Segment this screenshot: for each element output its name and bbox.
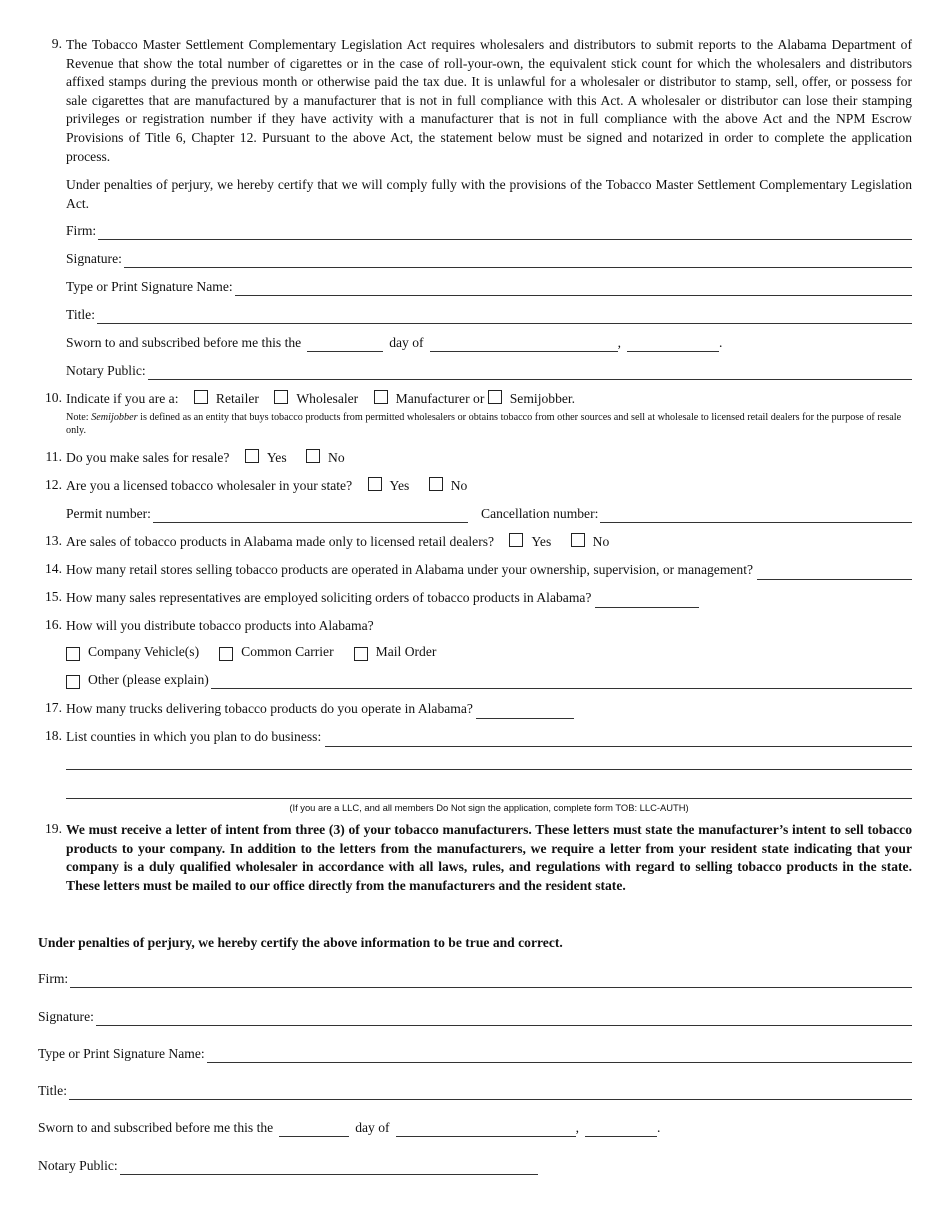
item-15-body	[66, 589, 912, 608]
counties-field-1[interactable]	[325, 732, 912, 747]
retailer-label: Retailer	[215, 391, 259, 406]
sales-reps-question: How many sales representatives are employed soliciting orders of tobacco products in Alabama?	[66, 590, 592, 605]
llc-note: (If you are a LLC, and all members Do Not sign the application, complete form TOB: LLC-AUTH)	[289, 802, 689, 813]
retail-dealers-question: Are sales of tobacco products in Alabama made only to licensed retail dealers?	[66, 534, 495, 549]
item-number: 14.	[45, 561, 62, 576]
notary-field[interactable]	[148, 365, 912, 380]
item-number: 17.	[45, 700, 62, 715]
item-number: 12.	[45, 477, 62, 492]
cancellation-number-field[interactable]	[600, 508, 912, 523]
item-11-body	[66, 449, 912, 468]
item-14	[38, 561, 912, 580]
final-sworn-day-field[interactable]	[279, 1122, 349, 1137]
print-name-label: Type or Print Signature Name:	[66, 279, 233, 294]
item-17-body	[66, 700, 912, 719]
trucks-field[interactable]	[476, 704, 574, 719]
cancellation-row	[481, 505, 912, 523]
permit-label: Permit number:	[66, 506, 151, 521]
business-type-question: Indicate if you are a:	[66, 391, 179, 406]
item-13	[38, 533, 912, 552]
mail-order-label: Mail Order	[375, 644, 437, 659]
counties-field-2[interactable]	[66, 769, 912, 770]
counties-field-3[interactable]	[66, 798, 912, 799]
title-label: Title:	[38, 1083, 67, 1098]
other-label: Other (please explain)	[88, 672, 209, 687]
yes-label: Yes	[531, 534, 552, 549]
cancellation-label: Cancellation number:	[481, 506, 599, 521]
notary-label: Notary Public:	[38, 1158, 118, 1173]
item-number: 18.	[45, 728, 62, 743]
licensed-yes-checkbox[interactable]	[368, 477, 382, 491]
other-checkbox[interactable]	[66, 675, 80, 689]
trucks-question: How many trucks delivering tobacco products do you operate in Alabama?	[66, 701, 473, 716]
sworn-day-field[interactable]	[307, 337, 383, 352]
company-vehicle-label: Company Vehicle(s)	[88, 644, 200, 659]
firm-label: Firm:	[66, 223, 97, 238]
retail-stores-field[interactable]	[757, 565, 912, 580]
distribution-options-row	[66, 643, 436, 661]
signature-label: Signature:	[38, 1009, 94, 1024]
item-10-body	[66, 390, 912, 409]
final-sworn-month-field[interactable]	[396, 1122, 576, 1137]
mail-order-checkbox[interactable]	[354, 647, 368, 661]
title-field[interactable]	[97, 309, 912, 324]
sworn-comma: ,	[617, 335, 621, 350]
resale-question: Do you make sales for resale?	[66, 450, 230, 465]
final-print-name-field[interactable]	[207, 1048, 912, 1063]
final-sworn-row	[38, 1119, 660, 1137]
note-prefix: Note:	[66, 411, 89, 423]
title-label: Title:	[66, 307, 95, 322]
signature-label: Signature:	[66, 251, 122, 266]
sworn-label: Sworn to and subscribed before me this the	[38, 1120, 274, 1135]
print-name-field[interactable]	[235, 281, 912, 296]
firm-label: Firm:	[38, 971, 69, 986]
retail-dealers-yes-checkbox[interactable]	[509, 533, 523, 547]
sworn-year-field[interactable]	[627, 337, 719, 352]
no-label: No	[592, 534, 610, 549]
item-number: 11.	[45, 449, 62, 464]
final-notary-row	[38, 1157, 538, 1175]
retail-dealers-no-checkbox[interactable]	[571, 533, 585, 547]
item-11	[38, 449, 912, 468]
item-15	[38, 589, 912, 608]
other-explain-field[interactable]	[211, 674, 912, 689]
retail-stores-question: How many retail stores selling tobacco products are operated in Alabama under your ownership, supervision, or management?	[66, 562, 754, 577]
item-10	[38, 390, 912, 437]
final-signature-field[interactable]	[96, 1011, 912, 1026]
no-label: No	[328, 450, 345, 465]
semijobber-label: Semijobber.	[509, 391, 576, 406]
licensed-question: Are you a licensed tobacco wholesaler in your state?	[66, 478, 353, 493]
or-label: or	[473, 391, 485, 406]
final-firm-row	[38, 970, 912, 988]
final-firm-field[interactable]	[70, 973, 912, 988]
sworn-label: Sworn to and subscribed before me this the	[66, 335, 302, 350]
firm-row	[66, 222, 912, 240]
item-number: 10.	[45, 390, 62, 405]
item-9-certify	[38, 176, 912, 213]
sworn-row	[66, 334, 722, 352]
sales-reps-field[interactable]	[595, 593, 699, 608]
note-text: is defined as an entity that buys tobacco products from permitted wholesalers or obtains tobacco from other sources and sell at wholesale to licensed retail dealers for the purpose of resale only.	[66, 411, 902, 436]
common-carrier-label: Common Carrier	[241, 644, 334, 659]
item-14-body	[66, 561, 912, 580]
firm-field[interactable]	[98, 225, 912, 240]
final-title-field[interactable]	[69, 1085, 912, 1100]
final-notary-field[interactable]	[120, 1160, 538, 1175]
title-row	[66, 306, 912, 324]
retailer-checkbox[interactable]	[194, 390, 208, 404]
semijobber-note	[66, 411, 912, 437]
manufacturer-checkbox[interactable]	[374, 390, 388, 404]
item-12	[38, 477, 912, 496]
yes-label: Yes	[266, 450, 287, 465]
final-title-row	[38, 1082, 912, 1100]
semijobber-checkbox[interactable]	[488, 390, 502, 404]
common-carrier-checkbox[interactable]	[219, 647, 233, 661]
signature-field[interactable]	[124, 253, 912, 268]
sworn-comma: ,	[575, 1120, 579, 1135]
permit-number-field[interactable]	[153, 508, 468, 523]
notary-label: Notary Public:	[66, 363, 146, 378]
item-19	[38, 821, 912, 895]
distribution-question: How will you distribute tobacco products into Alabama?	[66, 618, 374, 633]
notary-row	[66, 362, 912, 380]
permit-row	[66, 505, 468, 523]
wholesaler-checkbox[interactable]	[274, 390, 288, 404]
sworn-day-of-label: day of	[355, 1120, 390, 1135]
final-certify-statement: Under penalties of perjury, we hereby certify the above information to be true and correct.	[38, 935, 563, 950]
no-label: No	[450, 478, 468, 493]
item-18	[38, 728, 912, 747]
print-name-row	[66, 278, 912, 296]
letter-of-intent-text: We must receive a letter of intent from three (3) of your tobacco manufacturers. These letters must state the manufacturer’s intent to sell tobacco products to your company. In addition to the letters from the manufacturers, we require a letter from your resident state indicating that your company is a duly qualified wholesaler in accordance with all laws, rules, and regulations with regard to selling tobacco products in the state. These letters must be mailed to our office directly from the manufacturers and the resident state.	[66, 822, 912, 893]
item-number: 16.	[45, 617, 62, 632]
counties-question: List counties in which you plan to do business:	[66, 729, 322, 744]
sworn-month-field[interactable]	[430, 337, 618, 352]
other-distribution-row	[66, 671, 912, 689]
item-number: 9.	[51, 36, 62, 51]
sworn-day-of-label: day of	[389, 335, 424, 350]
licensed-no-checkbox[interactable]	[429, 477, 443, 491]
certify-statement: Under penalties of perjury, we hereby certify that we will comply fully with the provisions of the Tobacco Master Settlement Complementary Legislation Act.	[66, 177, 912, 211]
resale-yes-checkbox[interactable]	[245, 449, 259, 463]
final-print-name-row	[38, 1045, 912, 1063]
item-16	[38, 617, 912, 636]
item-9	[38, 36, 912, 166]
item-13-body	[66, 533, 912, 552]
sworn-period: .	[656, 1120, 661, 1135]
company-vehicle-checkbox[interactable]	[66, 647, 80, 661]
resale-no-checkbox[interactable]	[306, 449, 320, 463]
signature-row	[66, 250, 912, 268]
item-17	[38, 700, 912, 719]
item-18-body	[66, 728, 912, 747]
manufacturer-label: Manufacturer	[395, 391, 470, 406]
item-12-body	[66, 477, 912, 496]
yes-label: Yes	[389, 478, 410, 493]
print-name-label: Type or Print Signature Name:	[38, 1046, 205, 1061]
sworn-period: .	[718, 335, 723, 350]
wholesaler-label: Wholesaler	[296, 391, 359, 406]
item-number: 15.	[45, 589, 62, 604]
final-sworn-year-field[interactable]	[585, 1122, 657, 1137]
final-signature-row	[38, 1008, 912, 1026]
item-9-paragraph: The Tobacco Master Settlement Complementary Legislation Act requires wholesalers and distributors to submit reports to the Alabama Department of Revenue that show the total number of cigarettes or in the case of roll-your-own, the equivalent stick count for which the wholesalers and distributors affixed stamps during the previous month or otherwise paid the tax due. It is unlawful for a wholesaler or distributor to stamp, sell, offer, or possess for sale cigarettes that are manufactured by a manufacturer that is not in full compliance with this Act. A wholesaler or distributor can lose their stamping privileges or registration number if they have activity with a manufacturer that is not in full compliance with the above Act and the NPM Escrow Provisions of Title 6, Chapter 12. Pursuant to the above Act, the statement below must be signed and notarized in order to complete the application process.	[66, 37, 912, 164]
item-number: 19.	[45, 821, 62, 836]
item-number: 13.	[45, 533, 62, 548]
note-term: Semijobber	[91, 411, 138, 423]
